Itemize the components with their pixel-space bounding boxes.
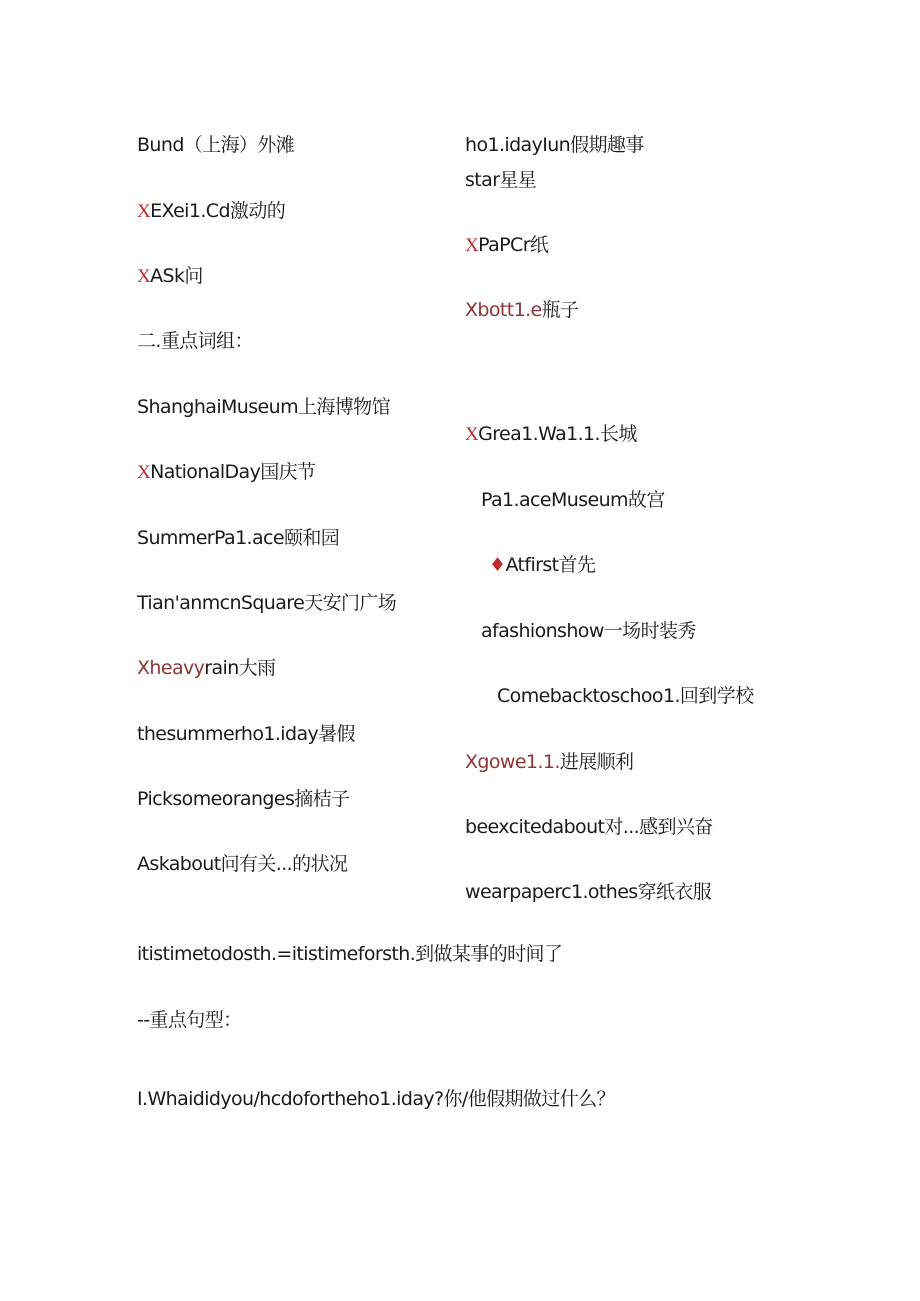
phrase-shanghai-museum <box>137 395 390 419</box>
phrase-go-well <box>465 750 633 774</box>
vocab-paper <box>465 233 548 258</box>
phrase-text: ShanghaiMuseum上海博物馆 <box>137 396 390 418</box>
vocab-text: star星星 <box>465 169 537 191</box>
diamond-bullet-icon: ♦ <box>489 554 506 576</box>
phrase-text: Pa1.aceMuseum故宫 <box>481 489 665 511</box>
vocab-star <box>465 168 536 192</box>
cross-mark: X <box>137 462 151 483</box>
phrase-it-is-time <box>137 942 562 966</box>
phrase-wear-paper <box>465 880 711 904</box>
phrase-palace-museum <box>481 488 665 512</box>
phrase-text: beexcitedabout对...感到兴奋 <box>465 816 713 838</box>
phrase-come-back <box>497 684 753 708</box>
cross-mark: X <box>137 266 151 287</box>
vocab-ask <box>137 264 203 289</box>
vocab-text: ho1.idayIun假期趣事 <box>465 134 644 156</box>
highlighted-word: Xheavy <box>137 657 205 679</box>
vocab-text: Bund（上海）外滩 <box>137 134 295 156</box>
phrase-text: Tian'anmcnSquare天安门广场 <box>137 592 397 614</box>
heading-text: 二.重点词组： <box>137 330 253 352</box>
vocab-excited <box>137 199 285 224</box>
vocab-bottle <box>465 298 578 322</box>
phrase-tiananmen <box>137 591 396 615</box>
phrase-heavy-rain <box>137 656 275 680</box>
vocab-bund <box>137 133 294 157</box>
cross-mark: X <box>137 201 151 222</box>
section-heading-phrases <box>137 329 253 353</box>
sentence-pattern-1 <box>137 1087 615 1111</box>
phrase-at-first <box>489 553 595 577</box>
vocab-text: PaPCr纸 <box>478 234 549 256</box>
phrase-text: Comebacktoschoo1.回到学校 <box>497 685 754 707</box>
section-heading-sentences <box>137 1008 242 1032</box>
highlighted-word: Xbott1.e <box>465 299 542 321</box>
cross-mark: X <box>465 424 479 445</box>
phrase-text: Grea1.Wa1.1.长城 <box>478 423 637 445</box>
phrase-be-excited <box>465 815 713 839</box>
phrase-text: wearpaperc1.othes穿纸衣服 <box>465 881 712 903</box>
phrase-ask-about <box>137 852 347 876</box>
highlighted-word: Xgowe1.1. <box>465 751 560 773</box>
phrase-summer-palace <box>137 526 339 550</box>
cross-mark: X <box>465 235 479 256</box>
phrase-summer-holiday <box>137 722 355 746</box>
sentence-text: I.Whaididyou/hcdofortheho1.iday?你/他假期做过什么？ <box>137 1088 615 1110</box>
phrase-great-wall <box>465 422 637 447</box>
vocab-text: 瓶子 <box>541 299 579 321</box>
vocab-text: EXei1.Cd激动的 <box>150 200 286 222</box>
phrase-text: Atfirst首先 <box>505 554 596 576</box>
vocab-holiday-fun <box>465 133 644 157</box>
phrase-text: afashionshow一场时装秀 <box>481 620 696 642</box>
phrase-national-day <box>137 460 315 485</box>
phrase-text: rain大雨 <box>204 657 276 679</box>
phrase-text: itistimetodosth.=itistimeforsth.到做某事的时间了 <box>137 943 563 965</box>
phrase-text: thesummerho1.iday暑假 <box>137 723 355 745</box>
phrase-text: Picksomeoranges摘桔子 <box>137 788 350 810</box>
phrase-text: NationalDay国庆节 <box>150 461 316 483</box>
phrase-text: Askabout问有关...的状况 <box>137 853 348 875</box>
phrase-text: 进展顺利 <box>559 751 634 773</box>
phrase-pick-oranges <box>137 787 349 811</box>
phrase-text: SummerPa1.ace颐和园 <box>137 527 340 549</box>
phrase-fashion-show <box>481 619 696 643</box>
vocab-text: ASk问 <box>150 265 203 287</box>
heading-text: --重点句型： <box>137 1009 242 1031</box>
